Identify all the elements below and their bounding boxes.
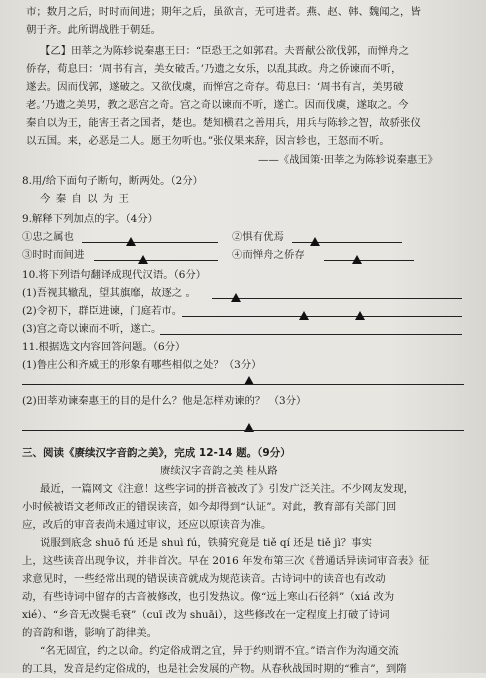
q11-item-2: (2)田莘劝谏秦惠王的目的是什么？他是怎样劝谏的？ （3分）: [22, 395, 307, 407]
q10-1-marker-icon: [231, 288, 241, 306]
p2-line-4: 动，有些诗词中留存的古音被修改，也引发热议。像“远上寒山石径斜”（xiá 改为: [22, 591, 395, 603]
passage-c-line-1: 【乙】田莘之为陈轸说秦惠王曰：“臣恐王之如郭君。夫晋献公欲伐郭，而惮舟之: [40, 45, 409, 57]
q10-item-2: (2)令初下，群臣进谏，门庭若市。: [22, 305, 183, 317]
q10-2-answer-line[interactable]: [182, 316, 462, 317]
p3-line-2: 的工具，发音是约定俗成的，也是社会发展的产物。从春秋战国时期的“雅言”，到隋: [22, 663, 407, 675]
q11-stem: 11.根据选文内容回答问题。（6分）: [22, 341, 186, 353]
p1-line-1: 最近，一篇网文《注意！这些字词的拼音被改了》引发广泛关注。不少网友发现，: [40, 483, 415, 495]
q10-3-answer-line[interactable]: [160, 334, 462, 335]
q11-2-marker-icon: [244, 418, 254, 436]
p2-line-2: 上，这些读音出现争议，并非首次。早在 2016 年发布第三次《普通话异读词审音表》征: [22, 555, 430, 567]
q9-item-b: ②惧有优焉: [232, 231, 284, 243]
passage-b-line-2: 朝于齐。此所谓战胜于朝廷。: [26, 24, 162, 36]
q9-d-marker-icon: [352, 250, 362, 268]
q9-d-answer-line[interactable]: [324, 260, 414, 261]
p2-line-1: 说服到底念 shuō fú 还是 shuì fú，铁骑究竟是 tiě qí 还是 tiě jì？事实: [40, 537, 372, 549]
p1-line-3: 应，改后的审音表尚未通过审议，还应以原读音为准。: [22, 519, 272, 531]
q10-1-answer-line[interactable]: [212, 298, 462, 299]
passage-c-line-3: 遂去。因而伐郭，遂破之。又欲伐虞，而惮宫之奇存。荀息曰：‘周书有言，美男破: [26, 81, 404, 93]
p3-line-1: “名无固宜，约之以命。约定俗成谓之宜，异于约则谓不宜。”语言作为沟通交流: [40, 645, 399, 657]
q10-stem: 10.将下列语句翻译成现代汉语。（6分）: [22, 269, 207, 281]
q9-item-d: ④而惮舟之侨存: [232, 249, 305, 261]
q10-3-marker-icon: [299, 306, 309, 324]
article-title: 赓续汉字音韵之美 桂从路: [160, 465, 278, 477]
q9-a-marker-icon: [126, 232, 136, 250]
passage-b-line-1: 市；数月之后，时时而间进；期年之后，虽欲言，无可进者。燕、赵、韩、魏闻之，皆: [26, 6, 421, 18]
q9-item-c: ③时时而间进: [22, 249, 85, 261]
q8-sentence: 今 秦 自 以 为 王: [40, 193, 130, 205]
p2-line-3: 求意见时，一些经常出现的错误读音就成为规范读音。古诗词中的读音也有改动: [22, 573, 386, 585]
q9-c-answer-line[interactable]: [94, 260, 218, 261]
q10-2-marker-icon: [355, 306, 365, 324]
q9-item-a: ①忠之属也: [22, 231, 74, 243]
q9-b-marker-icon: [310, 232, 320, 250]
q9-a-answer-line[interactable]: [82, 242, 218, 243]
passage-c-line-5: 秦自以为王，能害王者之国者，楚也。楚知横君之善用兵，用兵与陈轸之智，故骄张仪: [26, 117, 421, 129]
q11-2-answer-line[interactable]: [22, 430, 464, 431]
q11-1-answer-line[interactable]: [22, 384, 464, 385]
q9-b-answer-line[interactable]: [292, 242, 402, 243]
passage-c-line-2: 侨存，荀息曰：‘周书有言，美女破舌。’乃遗之女乐，以乱其政。舟之侨谏而不听，: [26, 63, 402, 75]
q9-stem: 9.解释下列加点的字。（4分）: [22, 213, 159, 225]
passage-c-line-4: 老。’乃遗之美男，教之恶宫之奇。宫之奇以谏而不听，遂亡。因而伐虞，遂取之。今: [26, 99, 409, 111]
passage-c-line-6: 以五国。来，必恶是二人。愿王勿听也。”张仪果来辞，因言轸也，王怒而不听。: [26, 135, 390, 147]
q11-1-marker-icon: [244, 371, 254, 389]
p1-line-2: 小时候被语文老师改正的错误读音，如今却得到“认证”。对此，教育部有关部门回: [22, 501, 397, 513]
q8-stem: 8.用/给下面句子断句，断两处。（2分）: [22, 175, 204, 187]
passage-c-source: ——《战国策·田莘之为陈轸说秦惠王》: [258, 154, 438, 166]
q10-item-3: (3)宫之奇以谏而不听，遂亡。: [22, 323, 162, 335]
p2-line-5: xié）、“乡音无改鬓毛衰”（cuī 改为 shuāi），这些修改在一定程度上打破了诗词: [22, 609, 390, 621]
section-3-heading: 三、阅读《赓续汉字音韵之美》，完成 12-14 题。（9分）: [22, 447, 291, 459]
q11-item-1: (1)鲁庄公和齐威王的形象有哪些相似之处？（3分）: [22, 359, 262, 371]
q10-item-1: (1)吾视其辙乱，望其旗靡，故逐之 。: [22, 287, 196, 299]
p2-line-6: 的音韵和谐，影响了韵律美。: [22, 627, 158, 639]
